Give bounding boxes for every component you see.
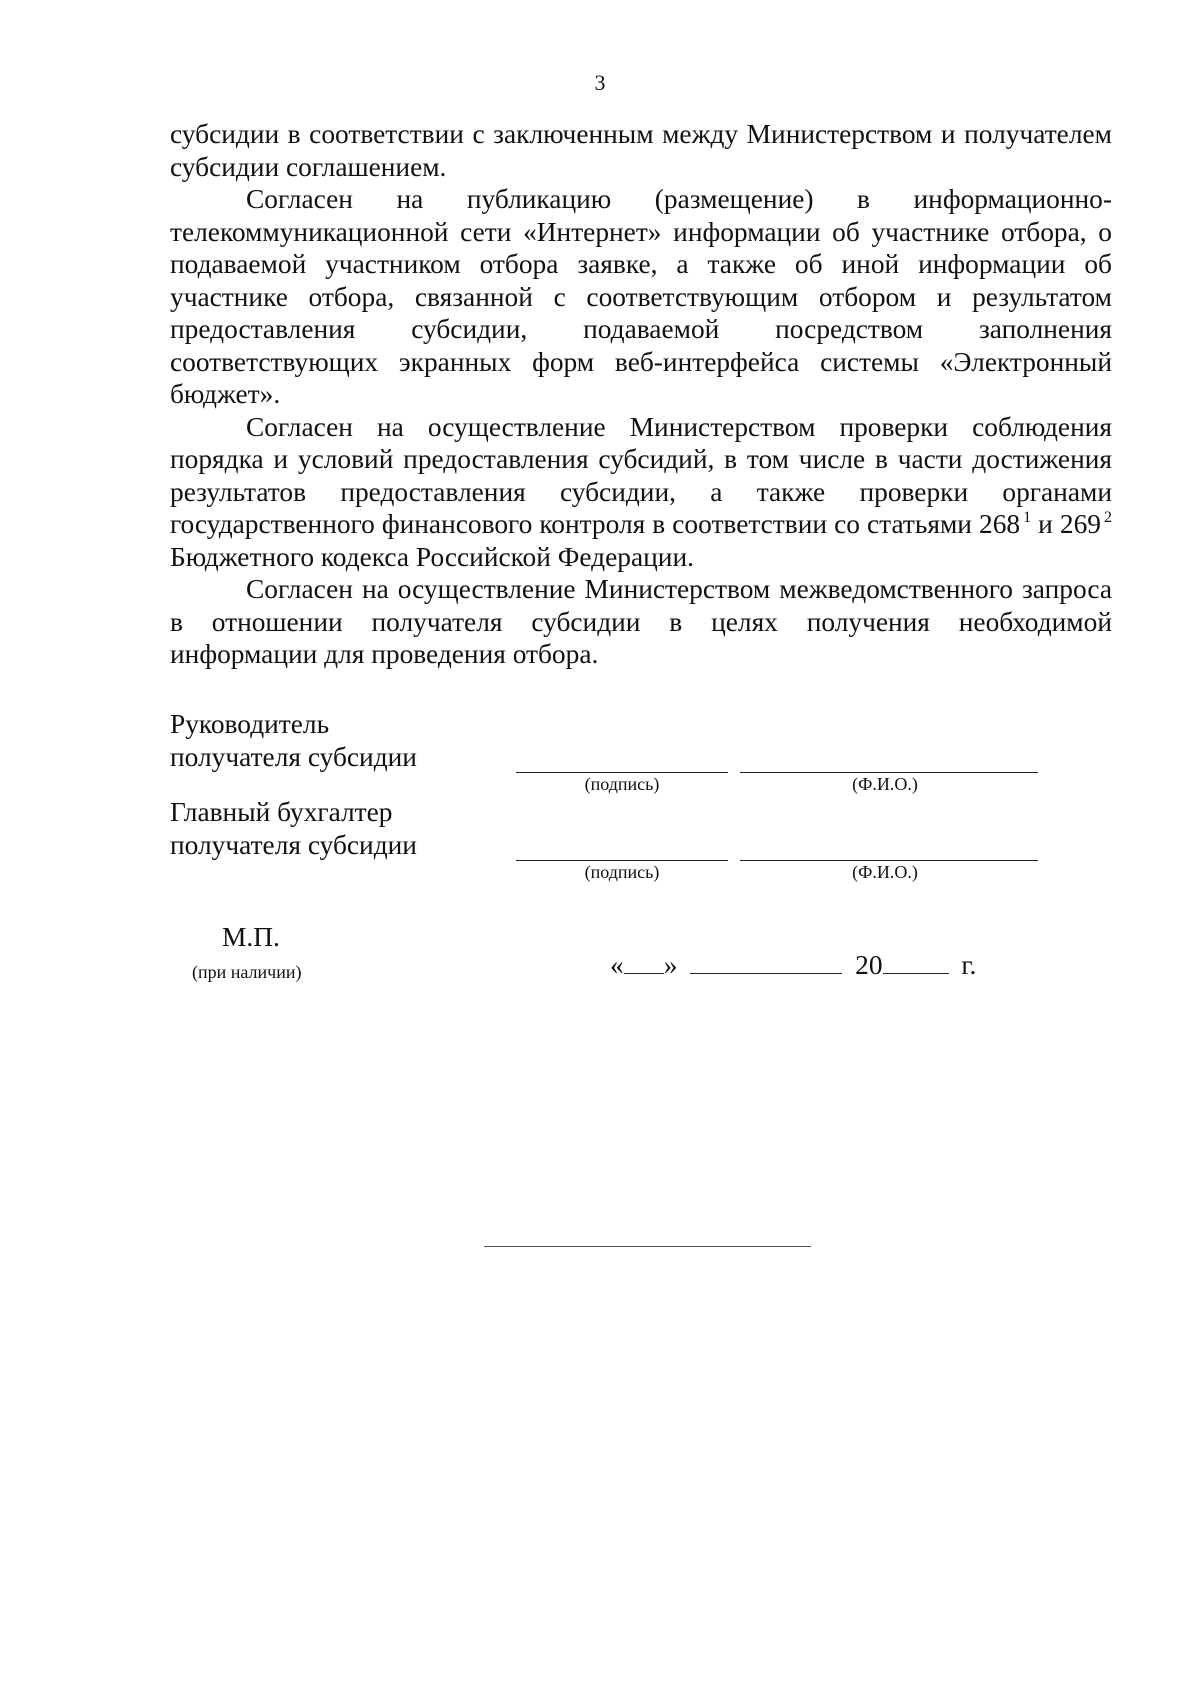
accountant-signature-line[interactable] (516, 860, 728, 861)
stamp-note: (при наличии) (192, 962, 302, 982)
inspection-text-part1: Согласен на осуществление Министерством проверки соблюдения порядка и условий предоставления субсидий, в том числе в части достижения результатов предоставления субсидии, а также проверки органами государственного финансового контроля в соответствии со статьями 268 (170, 411, 1112, 539)
article-268-superscript: 1 (1023, 509, 1032, 526)
accountant-role-line1: Главный бухгалтер (170, 797, 393, 827)
inspection-text-part3: Бюджетного кодекса Российской Федерации. (170, 541, 694, 572)
date-field (610, 950, 976, 981)
accountant-role-line2: получателя субсидии (170, 829, 417, 860)
head-name-caption: (Ф.И.О.) (852, 774, 918, 794)
paragraph-interagency-request-consent: Согласен на осуществление Министерством межведомственного запроса в отношении получателя субсидии в целях получения необходимой информации для проведения отбора. (170, 574, 1112, 669)
accountant-role-label (170, 796, 417, 861)
paragraph-publication-consent: Согласен на публикацию (размещение) в информационно-телекоммуникационной сети «Интернет» информации об участнике отбора, о подаваемой участником отбора заявке, а также об иной информации об участнике отбора, связанной с соответствующим отбором и результатом предоставления субсидии, подаваемой посредством заполнения соответствующих экранных форм веб-интерфейса системы «Электронный бюджет». (170, 184, 1112, 409)
paragraph-continuation: субсидии в соответствии с заключенным между Министерством и получателем субсидии соглашением. (170, 119, 1112, 182)
document-body (170, 118, 1112, 671)
head-signature-line[interactable] (516, 772, 728, 773)
end-of-document-rule (484, 1246, 811, 1247)
date-close-quote: » (663, 950, 678, 980)
head-role-label (170, 708, 417, 773)
month-blank[interactable] (690, 951, 842, 974)
accountant-name-line[interactable] (740, 860, 1038, 861)
paragraph-inspection-consent (170, 411, 1112, 574)
year-suffix: г. (961, 950, 977, 980)
head-role-line2: получателя субсидии (170, 741, 417, 772)
year-blank[interactable] (883, 951, 949, 974)
article-269-superscript: 2 (1103, 509, 1112, 526)
accountant-signature-caption: (подпись) (584, 862, 660, 882)
date-open-quote: « (610, 950, 624, 980)
stamp-label: М.П. (222, 922, 280, 952)
head-name-line[interactable] (740, 772, 1038, 773)
accountant-name-caption: (Ф.И.О.) (852, 862, 918, 882)
head-role-line1: Руководитель (170, 709, 330, 739)
page-number: 3 (594, 70, 606, 95)
inspection-text-part2: и 269 (1031, 509, 1101, 539)
day-blank[interactable] (624, 951, 664, 974)
year-prefix: 20 (855, 950, 883, 980)
head-signature-caption: (подпись) (584, 774, 660, 794)
